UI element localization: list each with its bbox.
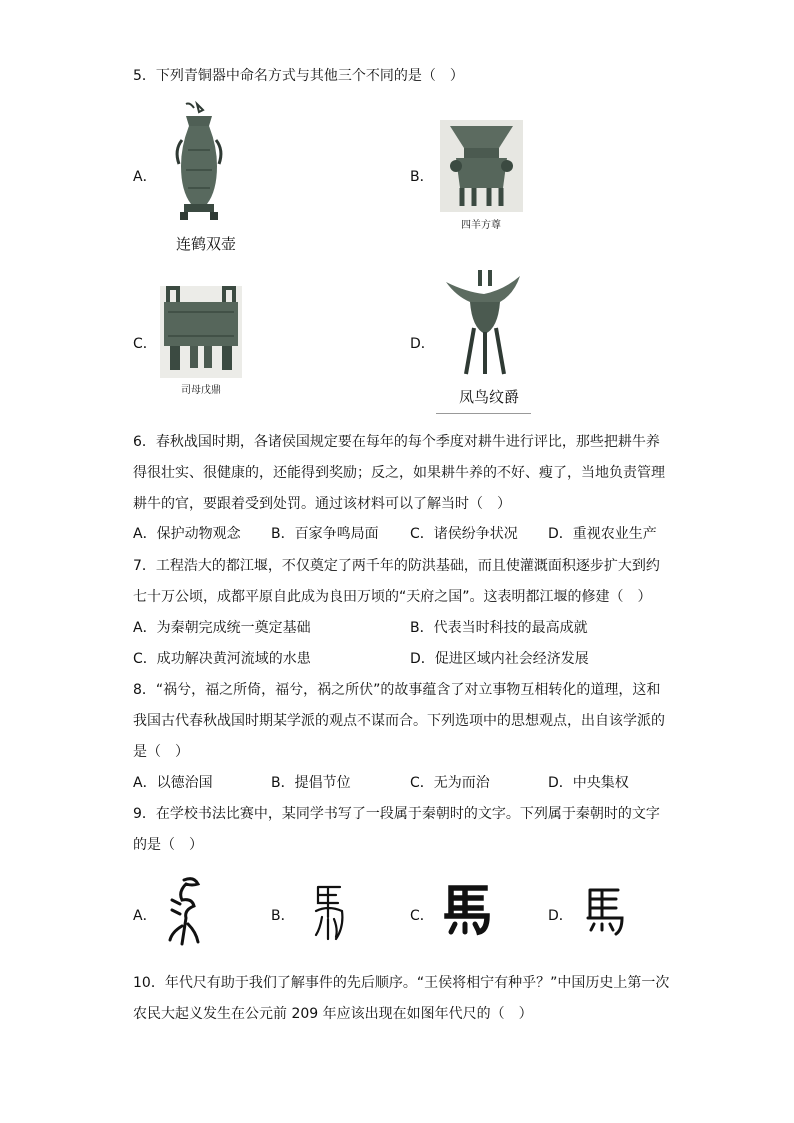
- q6-line-1: 6．春秋战国时期，各诸侯国规定要在每年的每个季度对耕牛进行评比，那些把耕牛养: [133, 434, 660, 450]
- oracle-bone-horse-icon: [166, 874, 206, 950]
- q8-line-3: 是（ ）: [133, 744, 189, 760]
- bronze-zun-icon: [440, 120, 523, 212]
- q6-option-a: A．保护动物观念: [133, 526, 241, 542]
- q7-line-1: 7．工程浩大的都江堰，不仅奠定了两千年的防洪基础，而且使灌溉面积逐步扩大到约: [133, 558, 660, 574]
- bronze-pot-icon: [164, 100, 234, 225]
- q10-line-2: 农民大起义发生在公元前 209 年应该出现在如图年代尺的（ ）: [133, 1006, 533, 1022]
- q7-option-b: B．代表当时科技的最高成就: [410, 620, 588, 636]
- q5-stem: 5．下列青铜器中命名方式与其他三个不同的是（ ）: [133, 68, 464, 84]
- q5-option-a-caption: 连鹤双壶: [176, 235, 237, 253]
- q6-option-b: B．百家争鸣局面: [271, 526, 379, 542]
- caption-underline: [436, 413, 531, 414]
- q8-line-2: 我国古代春秋战国时期某学派的观点不谋而合。下列选项中的思想观点，出自该学派的: [133, 713, 665, 729]
- q7-line-2: 七十万公顷，成都平原自此成为良田万顷的“天府之国”。这表明都江堰的修建（ ）: [133, 589, 652, 605]
- q9-option-d-letter: D．: [548, 908, 573, 924]
- clerical-horse-icon: [443, 884, 495, 936]
- q7-option-a: A．为秦朝完成统一奠定基础: [133, 620, 311, 636]
- q8-line-1: 8．“祸兮，福之所倚，福兮，祸之所伏”的故事蕴含了对立事物互相转化的道理，这和: [133, 682, 661, 698]
- q7-option-c: C．成功解决黄河流域的水患: [133, 651, 311, 667]
- q6-option-d: D．重视农业生产: [548, 526, 657, 542]
- small-seal-horse-icon: [312, 881, 348, 945]
- q9-option-b-letter: B．: [271, 908, 295, 924]
- q10-line-1: 10．年代尺有助于我们了解事件的先后顺序。“王侯将相宁有种乎？”中国历史上第一次: [133, 975, 670, 991]
- q6-line-3: 耕牛的官，要跟着受到处罚。通过该材料可以了解当时（ ）: [133, 496, 511, 512]
- q8-option-a: A．以德治国: [133, 775, 213, 791]
- q8-option-b: B．提倡节位: [271, 775, 351, 791]
- q8-option-d: D．中央集权: [548, 775, 629, 791]
- q5-option-c-letter: C．: [133, 336, 157, 352]
- q5-option-b-letter: B．: [410, 169, 434, 185]
- bronze-jue-icon: [442, 268, 524, 378]
- bronze-ding-icon: [160, 286, 242, 378]
- q5-option-b-caption: 四羊方尊: [461, 220, 501, 231]
- q5-option-c-caption: 司母戊鼎: [181, 385, 221, 396]
- q5-option-d-caption: 凤鸟纹爵: [459, 388, 520, 406]
- q9-option-a-letter: A．: [133, 908, 157, 924]
- q5-option-d-letter: D．: [410, 336, 435, 352]
- q6-option-c: C．诸侯纷争状况: [410, 526, 518, 542]
- q5-option-a-letter: A．: [133, 169, 157, 185]
- q9-option-c-letter: C．: [410, 908, 434, 924]
- q7-option-d: D．促进区域内社会经济发展: [410, 651, 589, 667]
- q9-line-1: 9．在学校书法比赛中，某同学书写了一段属于秦朝时的文字。下列属于秦朝时的文字: [133, 806, 660, 822]
- q9-line-2: 的是（ ）: [133, 837, 203, 853]
- regular-script-horse-icon: [582, 886, 628, 936]
- q6-line-2: 得很壮实、很健康的，还能得到奖励；反之，如果耕牛养的不好、瘦了，当地负责管理: [133, 465, 665, 481]
- q8-option-c: C．无为而治: [410, 775, 490, 791]
